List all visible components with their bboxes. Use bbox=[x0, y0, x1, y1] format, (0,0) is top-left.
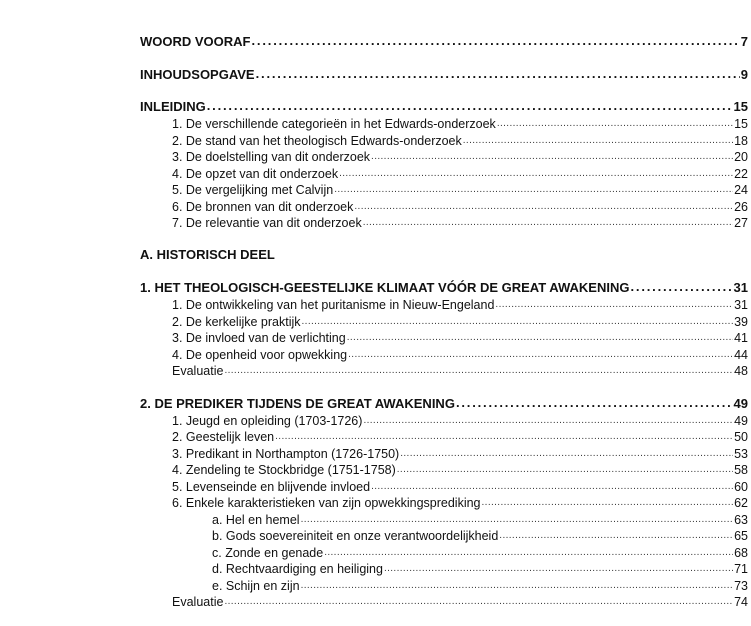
toc-entry-chapter-2[interactable] bbox=[140, 396, 748, 413]
toc-entry[interactable] bbox=[140, 495, 748, 512]
dot-leader bbox=[630, 280, 732, 292]
dot-leader bbox=[324, 545, 733, 557]
dot-leader bbox=[224, 363, 733, 375]
toc-entry[interactable] bbox=[140, 133, 748, 150]
dot-leader bbox=[456, 396, 733, 408]
toc-entry-page: 44 bbox=[734, 347, 748, 362]
dot-leader bbox=[348, 347, 733, 359]
dot-leader bbox=[482, 495, 734, 507]
toc-entry-page: 31 bbox=[734, 298, 748, 312]
toc-entry-title: e. Schijn en zijn bbox=[212, 578, 300, 593]
dot-leader bbox=[371, 479, 733, 491]
toc-entry-title: 1. De verschillende categorieën in het Edwards-onderzoek bbox=[172, 117, 496, 131]
toc-entry-title: Evaluatie bbox=[172, 595, 224, 609]
toc-entry[interactable] bbox=[140, 215, 748, 232]
toc-entry[interactable] bbox=[140, 182, 748, 199]
toc-entry-title: INHOUDSOPGAVE bbox=[140, 67, 255, 82]
toc-entry[interactable] bbox=[140, 314, 748, 331]
dot-leader bbox=[256, 67, 740, 79]
toc-entry[interactable] bbox=[140, 149, 748, 166]
toc-entry-title: a. Hel en hemel bbox=[212, 512, 300, 527]
dot-leader bbox=[275, 429, 733, 441]
toc-subentry[interactable] bbox=[140, 512, 748, 529]
toc-entry-page: 9 bbox=[740, 67, 748, 82]
toc-entry-page: 7 bbox=[740, 34, 748, 49]
toc-entry-page: 71 bbox=[734, 562, 748, 576]
dot-leader bbox=[207, 99, 733, 111]
toc-entry-title: 5. De vergelijking met Calvijn bbox=[172, 183, 334, 197]
dot-leader bbox=[397, 462, 733, 474]
toc-entry-page: 18 bbox=[734, 133, 748, 148]
toc-entry-title: 2. DE PREDIKER TIJDENS DE GREAT AWAKENING bbox=[140, 396, 455, 411]
toc-entry-page: 31 bbox=[733, 280, 748, 295]
toc-entry-page: 26 bbox=[734, 199, 748, 214]
dot-leader bbox=[499, 528, 733, 540]
toc-entry-page: 73 bbox=[734, 578, 748, 593]
toc-entry-evaluation[interactable] bbox=[140, 363, 748, 380]
dot-leader bbox=[354, 199, 733, 211]
toc-entry-page: 65 bbox=[734, 529, 748, 543]
toc-entry-title: 6. Enkele karakteristieken van zijn opwekkingsprediking bbox=[172, 496, 481, 510]
dot-leader bbox=[347, 330, 733, 342]
dot-leader bbox=[400, 446, 733, 458]
toc-subentry[interactable] bbox=[140, 545, 748, 562]
toc-entry-title: 2. De kerkelijke praktijk bbox=[172, 314, 301, 329]
toc-entry-page: 63 bbox=[734, 512, 748, 527]
toc-entry-title: 5. Levenseinde en blijvende invloed bbox=[172, 479, 371, 494]
toc-entry-title: 2. De stand van het theologisch Edwards-onderzoek bbox=[172, 133, 462, 148]
dot-leader bbox=[497, 116, 733, 128]
toc-entry-title: 3. De doelstelling van dit onderzoek bbox=[172, 150, 371, 164]
toc-entry-title: WOORD VOORAF bbox=[140, 34, 251, 49]
toc-entry-evaluation[interactable] bbox=[140, 594, 748, 611]
toc-entry-title: 3. De invloed van de verlichting bbox=[172, 331, 346, 345]
toc-entry-page: 22 bbox=[734, 166, 748, 181]
toc-entry-title: b. Gods soevereiniteit en onze verantwoordelijkheid bbox=[212, 529, 499, 543]
toc-entry-page: 39 bbox=[734, 314, 748, 329]
toc-entry-page: 62 bbox=[734, 496, 748, 510]
dot-leader bbox=[252, 34, 740, 46]
toc-entry-title: 3. Predikant in Northampton (1726-1750) bbox=[172, 446, 400, 461]
toc-entry-title: 7. De relevantie van dit onderzoek bbox=[172, 216, 362, 230]
toc-entry[interactable] bbox=[140, 347, 748, 364]
dot-leader bbox=[371, 149, 733, 161]
toc-entry-title: INLEIDING bbox=[140, 99, 206, 114]
toc-entry[interactable] bbox=[140, 199, 748, 216]
toc-entry-page: 20 bbox=[734, 150, 748, 164]
toc-entry-page: 27 bbox=[734, 216, 748, 230]
toc-entry-title: 6. De bronnen van dit onderzoek bbox=[172, 199, 354, 214]
toc-entry-page: 50 bbox=[734, 430, 748, 444]
toc-entry-woord-vooraf[interactable] bbox=[140, 34, 748, 51]
toc-entry[interactable] bbox=[140, 297, 748, 314]
toc-entry[interactable] bbox=[140, 446, 748, 463]
toc-entry-title: 1. HET THEOLOGISCH-GEESTELIJKE KLIMAAT VÓÓR DE GREAT AWAKENING bbox=[140, 280, 630, 295]
toc-entry-title: 4. Zendeling te Stockbridge (1751-1758) bbox=[172, 463, 396, 477]
toc-entry-chapter-1[interactable] bbox=[140, 280, 748, 297]
toc-subentry[interactable] bbox=[140, 528, 748, 545]
toc-entry[interactable] bbox=[140, 429, 748, 446]
toc-entry-page: 41 bbox=[734, 331, 748, 345]
toc-entry-inhoudsopgave[interactable] bbox=[140, 67, 748, 84]
toc-entry-page: 60 bbox=[734, 479, 748, 494]
dot-leader bbox=[334, 182, 733, 194]
dot-leader bbox=[363, 413, 733, 425]
toc-entry-title: c. Zonde en genade bbox=[212, 545, 324, 560]
toc-entry[interactable] bbox=[140, 479, 748, 496]
part-heading: A. HISTORISCH DEEL bbox=[140, 247, 275, 262]
dot-leader bbox=[302, 314, 734, 326]
dot-leader bbox=[363, 215, 733, 227]
toc-entry-title: 2. Geestelijk leven bbox=[172, 430, 275, 444]
toc-entry-title: Evaluatie bbox=[172, 364, 224, 378]
toc-entry-page: 24 bbox=[734, 183, 748, 197]
toc-entry-page: 48 bbox=[734, 364, 748, 378]
toc-entry-title: 4. De opzet van dit onderzoek bbox=[172, 166, 339, 181]
dot-leader bbox=[301, 578, 734, 590]
toc-entry-page: 15 bbox=[733, 99, 748, 114]
dot-leader bbox=[301, 512, 734, 524]
toc-entry-title: d. Rechtvaardiging en heiliging bbox=[212, 562, 383, 576]
toc-subentry[interactable] bbox=[140, 578, 748, 595]
toc-entry-page: 49 bbox=[733, 396, 748, 411]
toc-entry[interactable] bbox=[140, 413, 748, 430]
dot-leader bbox=[224, 594, 733, 606]
toc-entry-title: 4. De openheid voor opwekking bbox=[172, 347, 348, 362]
toc-entry-page: 58 bbox=[734, 463, 748, 477]
toc-entry[interactable] bbox=[140, 116, 748, 133]
toc-entry[interactable] bbox=[140, 166, 748, 183]
dot-leader bbox=[463, 133, 733, 145]
toc-entry-page: 15 bbox=[734, 117, 748, 131]
toc-entry[interactable] bbox=[140, 330, 748, 347]
toc-entry-page: 74 bbox=[734, 595, 748, 609]
toc-entry-page: 68 bbox=[734, 545, 748, 560]
dot-leader bbox=[384, 561, 733, 573]
toc-subentry[interactable] bbox=[140, 561, 748, 578]
dot-leader bbox=[339, 166, 733, 178]
toc-entry[interactable] bbox=[140, 462, 748, 479]
toc-entry-page: 49 bbox=[734, 413, 748, 428]
toc-entry-title: 1. Jeugd en opleiding (1703-1726) bbox=[172, 413, 363, 428]
toc-entry-page: 53 bbox=[734, 446, 748, 461]
toc-entry-inleiding[interactable] bbox=[140, 99, 748, 116]
toc-entry-title: 1. De ontwikkeling van het puritanisme in Nieuw-Engeland bbox=[172, 298, 495, 312]
dot-leader bbox=[495, 297, 733, 309]
